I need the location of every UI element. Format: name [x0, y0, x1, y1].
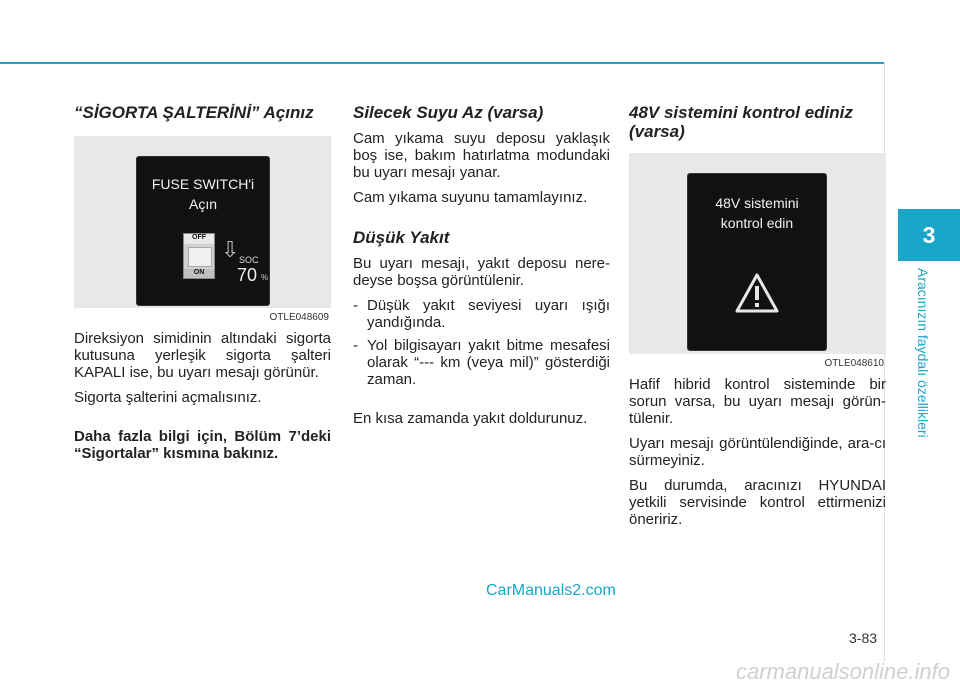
paragraph: Sigorta şalterini açmalısınız.	[74, 389, 262, 406]
switch-off-label: OFF	[184, 234, 214, 244]
heading-fuse-switch: “SİGORTA ŞALTERİNİ” Açınız	[74, 103, 314, 122]
heading-48v-system: 48V sistemini kontrol ediniz (varsa)	[629, 103, 853, 141]
display-line-2: kontrol edin	[720, 215, 794, 231]
paragraph: Cam yıkama suyunu tamamlayınız.	[353, 189, 588, 206]
list-item: - Düşük yakıt seviyesi uyarı ışığı yandığında.	[353, 297, 610, 331]
switch-lever	[188, 247, 212, 267]
watermark: carmanualsonline.info	[735, 659, 950, 684]
paragraph: Direksiyon simidinin altındaki sigorta kutusuna yerleşik sigorta şalteri KAPALI ise, bu uyarı mesajı görünür.	[74, 330, 331, 381]
column-48v-system	[629, 103, 886, 536]
column-fuse-switch	[74, 103, 331, 470]
switch-on-label: ON	[184, 269, 214, 278]
list-item: - Yol bilgisayarı yakıt bitme mesafesi olarak “--- km (veya mil)” gösterdiği zaman.	[353, 337, 610, 388]
heading-low-fuel: Düşük Yakıt	[353, 228, 450, 247]
figure-frame	[629, 153, 886, 354]
display-line-1: FUSE SWITCH'i	[151, 176, 255, 192]
paragraph: Uyarı mesajı görüntülendiğinde, ara-cı sürmeyiniz.	[629, 435, 886, 469]
paragraph: Bu uyarı mesajı, yakıt deposu nere-deyse boşsa görüntülenir.	[353, 255, 610, 289]
figure-code: OTLE048610	[824, 358, 884, 369]
soc-value: 70	[237, 265, 258, 285]
figure-fuse-switch	[74, 136, 331, 323]
chapter-tab: 3	[898, 209, 960, 261]
fuse-switch-icon	[183, 233, 215, 279]
cluster-display	[136, 156, 270, 306]
soc-label: SOC	[239, 255, 259, 265]
chapter-side-label: Aracınızın faydalı özellikleri	[915, 268, 931, 438]
arrow-down-icon: ⇩	[221, 237, 240, 262]
cluster-display	[687, 173, 827, 351]
paragraph: Bu durumda, aracınızı HYUNDAI yetkili servisinde kontrol ettirmenizi öneririz.	[629, 477, 886, 528]
column-washer-fuel	[353, 103, 610, 435]
warning-triangle-icon	[734, 272, 780, 314]
figure-frame	[74, 136, 331, 308]
figure-code: OTLE048609	[269, 312, 329, 323]
paragraph: Cam yıkama suyu deposu yaklaşık boş ise, bakım hatırlatma modundaki bu uyarı mesajı yanar.	[353, 130, 610, 181]
paragraph: Hafif hibrid kontrol sisteminde bir sorun varsa, bu uyarı mesajı görün-tülenir.	[629, 376, 886, 427]
paragraph-note: Daha fazla bilgi için, Bölüm 7’deki “Sigortalar” kısmına bakınız.	[74, 428, 331, 462]
paragraph: En kısa zamanda yakıt doldurunuz.	[353, 410, 588, 427]
soc-unit: %	[261, 273, 269, 282]
display-line-1: 48V sistemini	[715, 195, 799, 211]
footer-brand-link[interactable]: CarManuals2.com	[486, 582, 616, 599]
heading-washer-fluid: Silecek Suyu Az (varsa)	[353, 103, 544, 122]
display-line-2: Açın	[188, 196, 217, 212]
header-rule	[0, 62, 885, 64]
list-conditions	[353, 297, 610, 388]
page-number: 3-83	[849, 630, 878, 646]
figure-48v	[629, 153, 886, 369]
